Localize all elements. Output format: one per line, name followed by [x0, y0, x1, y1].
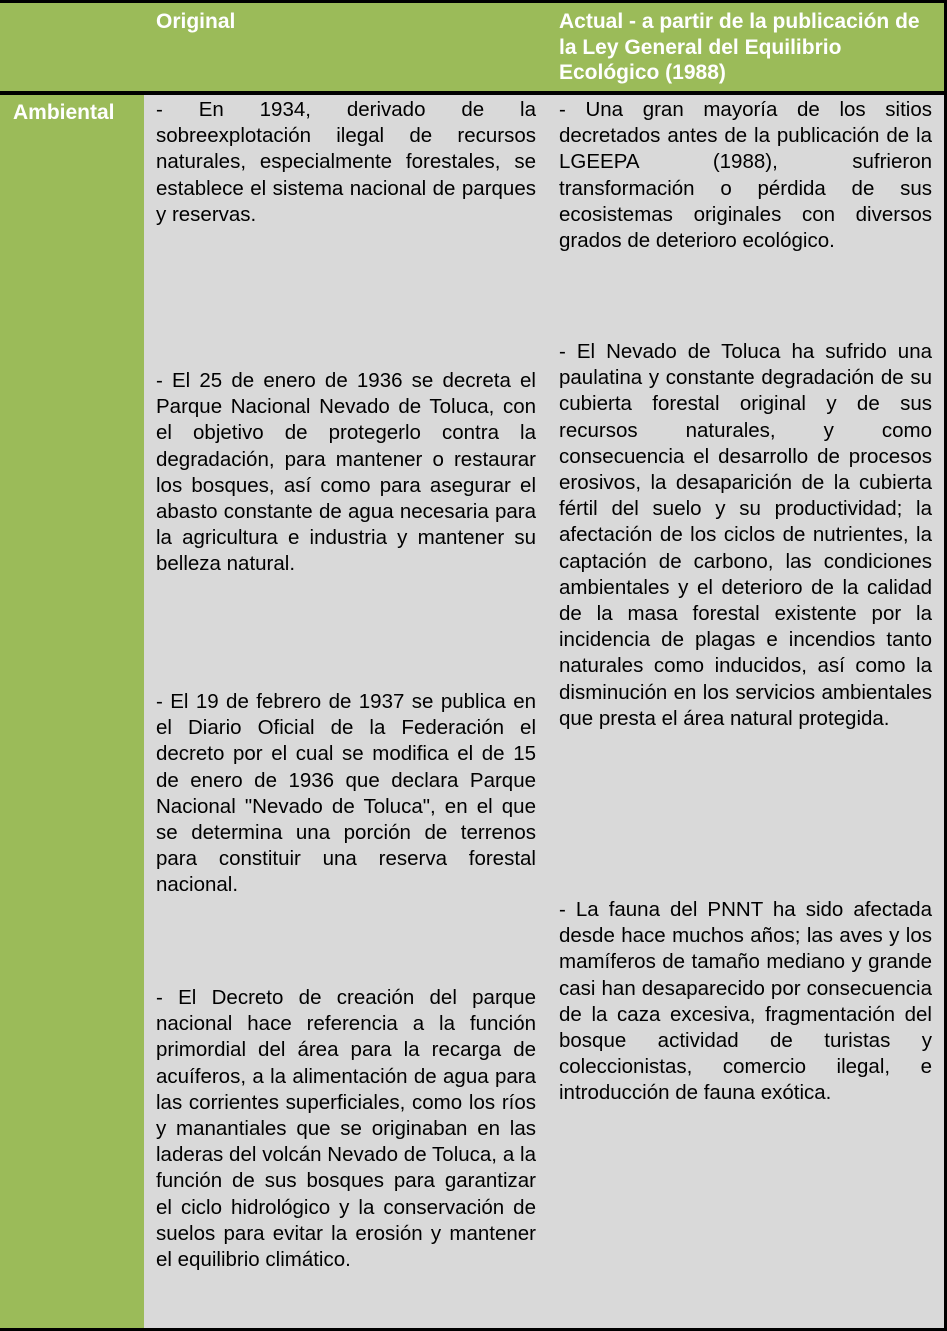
header-actual: Actual - a partir de la publicación de la Ley General del Equilibrio Ecológico (1988) — [559, 10, 920, 84]
row-header-cell — [0, 95, 144, 1328]
actual-paragraph-nevado: - El Nevado de Toluca ha sufrido una paulatina y constante degradación de su cubierta forestal original y de sus recursos naturales, y como consecuencia el desarrollo de procesos erosivos, la desaparición de la cubierta fértil del suelo y su productividad; la afectación de los ciclos de nutrientes, la captación de carbono, las condiciones ambientales y el deterioro de la calidad de la masa forestal existente por la incidencia de plagas e incendios tanto naturales como inducidos, así como la disminución en los servicios ambientales que presta el área natural protegida. — [559, 340, 932, 730]
original-paragraph-1934: - En 1934, derivado de la sobreexplotación ilegal de recursos naturales, especialmente forestales, se establece el sistema nacional de parques y reservas. — [156, 98, 536, 226]
header-original: Original — [156, 10, 236, 33]
row-label-ambiental: Ambiental — [13, 101, 115, 124]
actual-paragraph-fauna: - La fauna del PNNT ha sido afectada desde hace muchos años; las aves y los mamíferos de tamaño mediano y grande casi han desaparecido por consecuencia de la caza excesiva, fragmentación del bosque actividad de turistas y coleccionistas, comercio ilegal, e introducción de fauna exótica. — [559, 898, 932, 1105]
table-header-row — [0, 3, 944, 91]
original-paragraph-1936: - El 25 de enero de 1936 se decreta el Parque Nacional Nevado de Toluca, con el objetivo de protegerlo contra la degradación, para mantener o restaurar los bosques, así como para asegurar el abasto constante de agua necesaria para la agricultura e industria y mantener su belleza natural. — [156, 369, 536, 576]
original-paragraph-decreto: - El Decreto de creación del parque nacional hace referencia a la función primordial del área para la recarga de acuíferos, a la alimentación de agua para las corrientes superficiales, como los ríos y manantiales que se originaban en las laderas del volcán Nevado de Toluca, a la función de sus bosques para garantizar el ciclo hidrológico y la conservación de suelos para evitar la erosión y mantener el equilibrio climático. — [156, 986, 536, 1272]
actual-paragraph-sitios: - Una gran mayoría de los sitios decretados antes de la publicación de la LGEEPA (1988), sufrieron transformación o pérdida de sus ecosistemas originales con diversos grados de deterioro ecológico. — [559, 98, 932, 253]
original-paragraph-1937: - El 19 de febrero de 1937 se publica en el Diario Oficial de la Federación el decreto por el cual se modifica el de 15 de enero de 1936 que declara Parque Nacional "Nevado de Toluca", en el que se determina una porción de terrenos para constituir una reserva forestal nacional. — [156, 690, 536, 897]
